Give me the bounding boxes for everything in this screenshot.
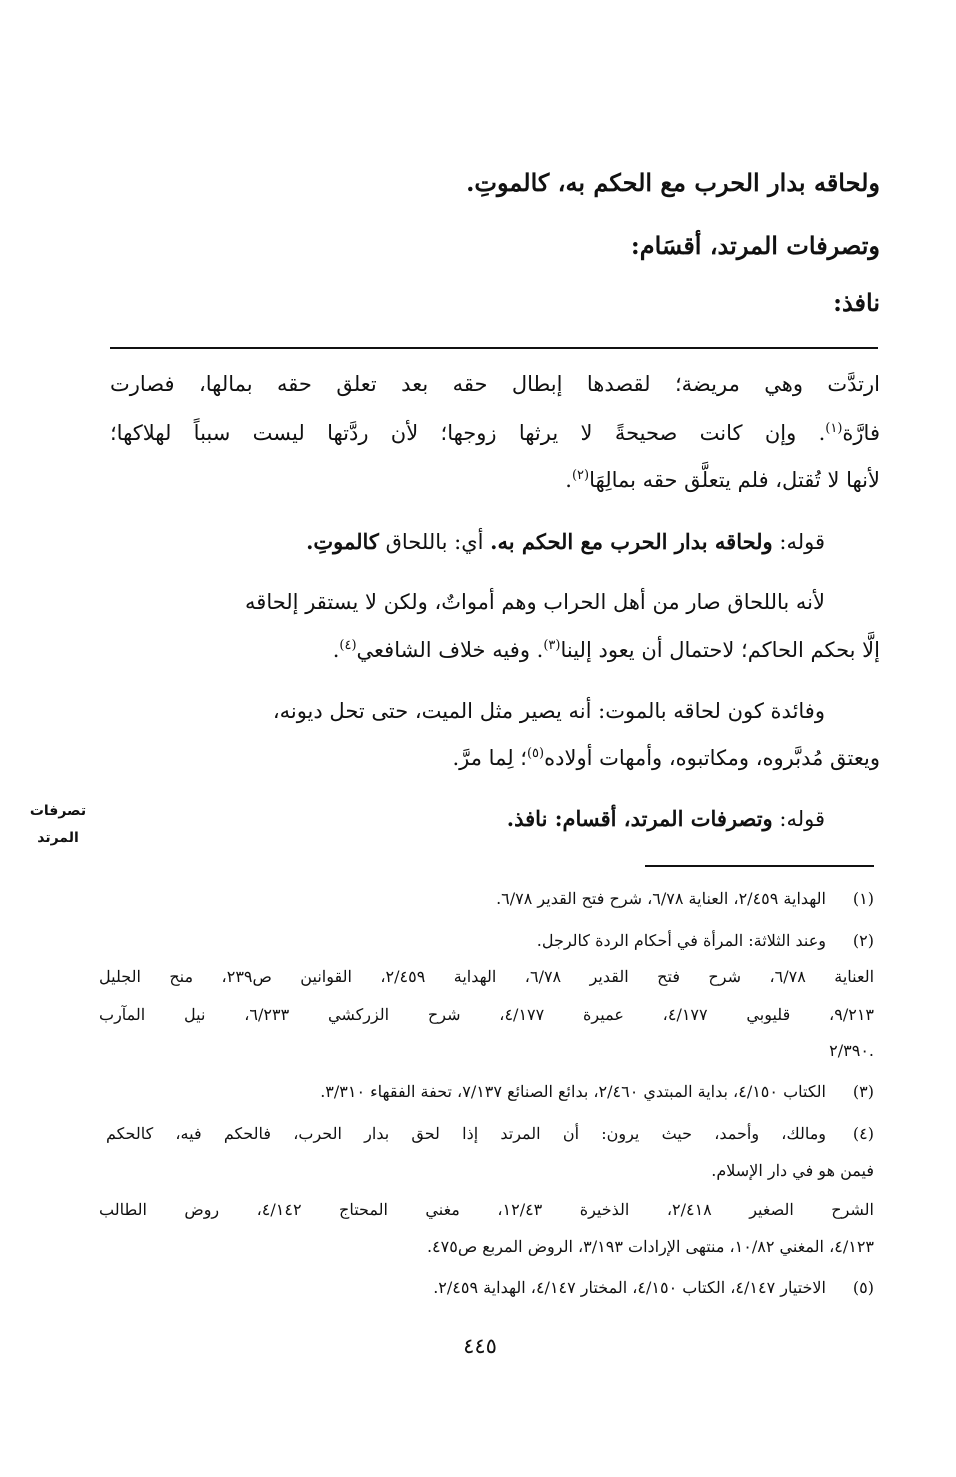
footnote-ref: (٢) xyxy=(571,468,590,483)
sharh-line: إلَّا بحكم الحاكم؛ لاحتمال أن يعود إلينا$^{(٣)}$. وفيه خلاف الشافعي$^{(٤)}$. xyxy=(332,638,880,662)
sharh-line: وفائدة كون لحاقه بالموت: أنه يصير مثل الميت، حتى تحل ديونه، xyxy=(272,699,825,723)
sharh-line: لأنها لا تُقتل، فلم يتعلَّق حقه بمالِهَا$^{(٢)}$. xyxy=(565,468,880,492)
footnote-separator-rule xyxy=(645,865,874,867)
footnote-text: الاختيار ٤/١٤٧، الكتاب ٤/١٥٠، المختار ٤/١٤٧، الهداية ٢/٤٥٩. xyxy=(433,1278,826,1297)
footnote-text: ٤/١٢٣، المغني ١٠/٨٢، منتهى الإرادات ٣/١٩٣، الروض المربع ص٤٧٥. xyxy=(426,1237,874,1256)
footnote-text: ٢/٣٩٠. xyxy=(829,1041,874,1060)
footnote-ref: (٣) xyxy=(543,638,561,653)
page-number: ٤٤٥ xyxy=(463,1334,497,1358)
quoted-matn: ولحاقه بدار الحرب مع الحكم به. xyxy=(490,529,773,554)
footnote-text: العناية ٦/٧٨، شرح فتح القدير ٦/٧٨، الهداية ٢/٤٥٩، القوانين ص٢٣٩، منح الجليل xyxy=(99,967,875,986)
quote-line: قوله: ولحاقه بدار الحرب مع الحكم به. أي: باللحاق كالموتِ. xyxy=(306,529,825,554)
sharh-line: لأنه باللحاق صار من أهل الحراب وهم أمواتٌ، ولكن لا يستقر إلحاقه xyxy=(245,590,825,614)
matn-line-2: وتصرفات المرتد، أقسَام: xyxy=(630,231,880,260)
footnote-number: (١) xyxy=(852,889,874,908)
matn-line-1: ولحاقه بدار الحرب مع الحكم به، كالموتِ. xyxy=(466,168,880,197)
footnote-text: ومالك، وأحمد، حيث يرون: أن المرتد إذا لحق بدار الحرب، فالحكم فيه، كالحكم xyxy=(106,1124,826,1143)
sharh-line: فارَّة$^{(١)}$. وإن كانت صحيحةً لا يرثها زوجها؛ لأن ردَّتها ليست سبباً لهلاكها؛ xyxy=(110,421,880,445)
footnote-text: وعند الثلاثة: المرأة في أحكام الردة كالرجل. xyxy=(536,931,826,950)
quoted-matn: كالموتِ. xyxy=(306,529,379,554)
footnote-number: (٤) xyxy=(852,1124,874,1143)
matn-line-3: نافذ: xyxy=(833,288,880,317)
footnote-ref: (٥) xyxy=(526,746,545,761)
footnote-text: الهداية ٢/٤٥٩، العناية ٦/٧٨، شرح فتح القدير ٦/٧٨. xyxy=(496,889,826,908)
margin-heading: تصرفات المرتد xyxy=(29,803,87,846)
matn-separator-rule xyxy=(110,347,878,349)
footnote-number: (٢) xyxy=(852,931,874,950)
footnote-text: ٩/٢١٣، قليوبي ٤/١٧٧، عميرة ٤/١٧٧، شرح الزركشي ٦/٢٣٣، نيل المآرب xyxy=(99,1005,874,1024)
footnote-ref: (١) xyxy=(825,421,843,436)
quote-line: قوله: وتصرفات المرتد، أقسام: نافذ. xyxy=(506,806,825,831)
footnote-text: فيمن هو في دار الإسلام. xyxy=(711,1161,874,1180)
sharh-line: ويعتق مُدبَّروه، ومكاتبوه، وأمهات أولاده$^{(٥)}$؛ لِما مرَّ. xyxy=(452,746,880,770)
sharh-line: ارتدَّت وهي مريضة؛ لقصدها إبطال حقه بعد تعلق حقه بمالها، فصارت xyxy=(110,372,880,396)
footnote-number: (٣) xyxy=(852,1082,874,1101)
quoted-matn: وتصرفات المرتد، أقسام: نافذ. xyxy=(506,806,773,831)
footnote-text: الكتاب ٤/١٥٠، بداية المبتدي ٢/٤٦٠، بدائع الصنائع ٧/١٣٧، تحفة الفقهاء ٣/٣١٠. xyxy=(320,1082,826,1101)
footnote-text: الشرح الصغير ٢/٤١٨، الذخيرة ١٢/٤٣، مغني المحتاج ٤/١٤٢، روض الطالب xyxy=(99,1200,875,1219)
footnote-number: (٥) xyxy=(852,1278,874,1297)
footnote-ref: (٤) xyxy=(339,638,357,653)
